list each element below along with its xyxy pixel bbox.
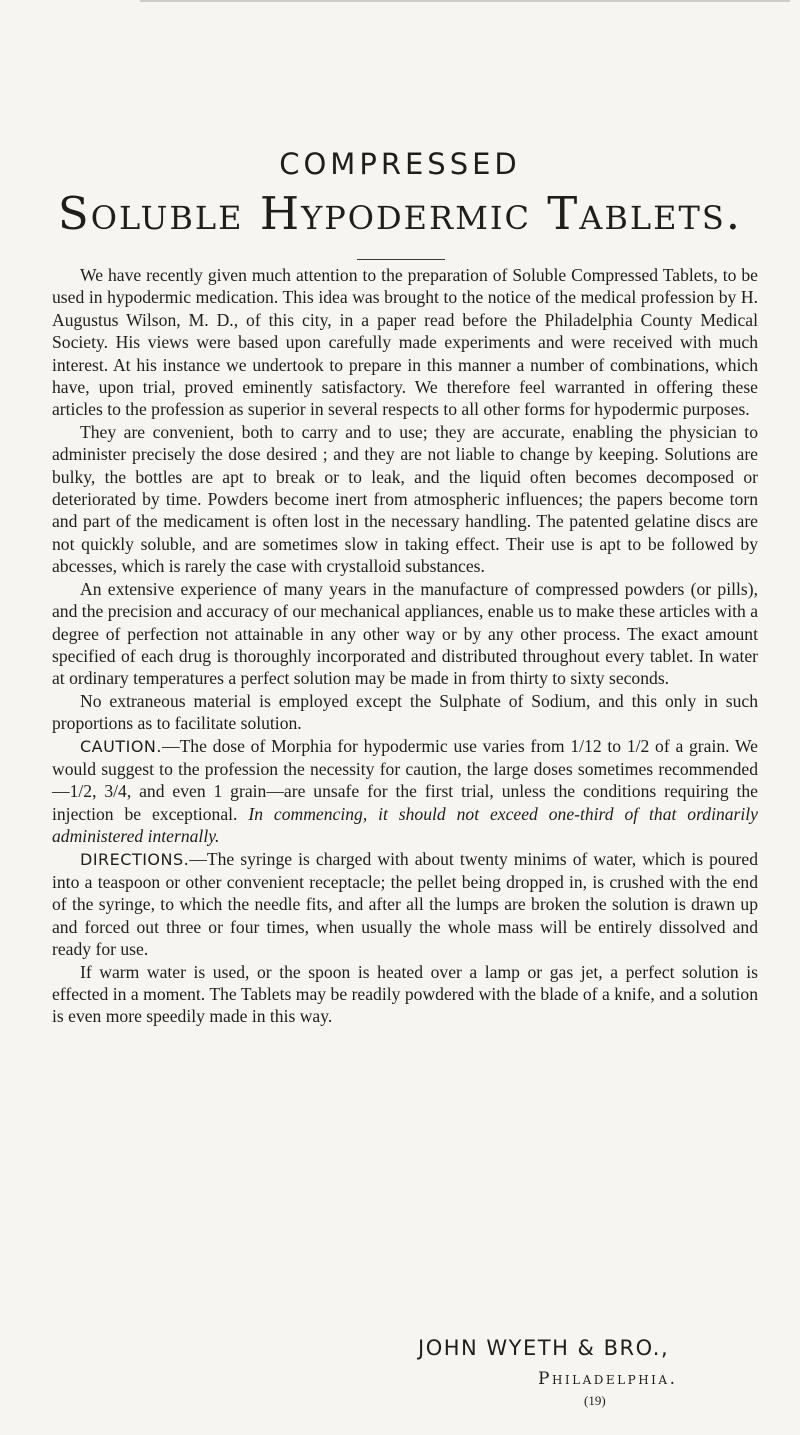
paragraph-intro: We have recently given much attention to the preparation of Soluble Compressed Tablets, to be used in hypodermic medication. This idea was brought to the notice of the medical profession by H. Augustus Wilson, M. D., of this city, in a paper read before the Philadelphia County Medical Society. His views were based upon carefully made experiments and were received with much interest. At his instance we undertook to prepare in this manner a number of combinations, which have, upon trial, proved eminently satisfactory. We therefore feel warranted in offering these articles to the profession as superior in several respects to all other forms for hypodermic purposes. [52,265,758,420]
page-title: Soluble Hypodermic Tablets. [57,187,743,240]
top-rule [140,0,790,2]
directions-lead: DIRECTIONS. [80,849,190,869]
signature: JOHN WYETH & BRO., [418,1336,670,1360]
city-name: Philadelphia. [538,1369,678,1389]
paragraph-advantages: They are convenient, both to carry and to use; they are accurate, enabling the physician to administer precisely the dose desired ; and they are not liable to change by keeping. Solutions are bulky, the bottles are apt to break or to leak, and the liquid often becomes decomposed or deteriorated by time. Powders become inert from atmospheric influences; the papers become torn and part of the medicament is often lost in the necessary handling. The patented gelatine discs are not quickly soluble, and are sometimes slow in taking effect. Their use is apt to be followed by abcesses, which is rarely the case with crystalloid substances. [52,421,758,577]
paragraph-extraneous: No extraneous material is employed except the Sulphate of Sodium, and this only in such proportions as to facilitate solution. [52,690,758,734]
title-rule [357,259,445,260]
body-text [52,264,758,1028]
page-number: (19) [584,1393,606,1408]
caution-text: —The dose of Morphia for hypodermic use varies from 1/12 to 1/2 of a grain. We would suggest to the profession the necessity for caution, the large doses sometimes recommended—1/2, 3/4, and even 1 grain—are unsafe for the first trial, unless the conditions requiring the injection be exceptional. [52,735,758,824]
caution-lead: CAUTION. [80,736,162,756]
paragraph-directions [52,848,758,961]
caution-emphasis: In commencing, it should not exceed one-third of that ordinarily administered internally. [52,803,758,847]
paragraph-caution [52,735,758,848]
paragraph-manufacture: An extensive experience of many years in the manufacture of compressed powders (or pills), and the precision and accuracy of our mechanical appliances, enable us to make these articles with a degree of perfection not attainable in any other way or by any other process. The exact amount specified of each drug is thoroughly incorporated and distributed throughout every tablet. In water at ordinary temperatures a perfect solution may be made in from thirty to sixty seconds. [52,578,758,689]
paragraph-warm-water: If warm water is used, or the spoon is heated over a lamp or gas jet, a perfect solution is effected in a moment. The Tablets may be readily powdered with the blade of a knife, and a solution is even more speedily made in this way. [52,961,758,1027]
directions-text: —The syringe is charged with about twenty minims of water, which is poured into a teaspoon or other convenient receptacle; the pellet being dropped in, is crushed with the end of the syringe, to which the needle fits, and after all the lumps are broken the solution is drawn up and forced out three or four times, when usually the whole mass will be entirely dissolved and ready for use. [52,848,758,960]
kicker-heading: COMPRESSED [279,147,521,181]
